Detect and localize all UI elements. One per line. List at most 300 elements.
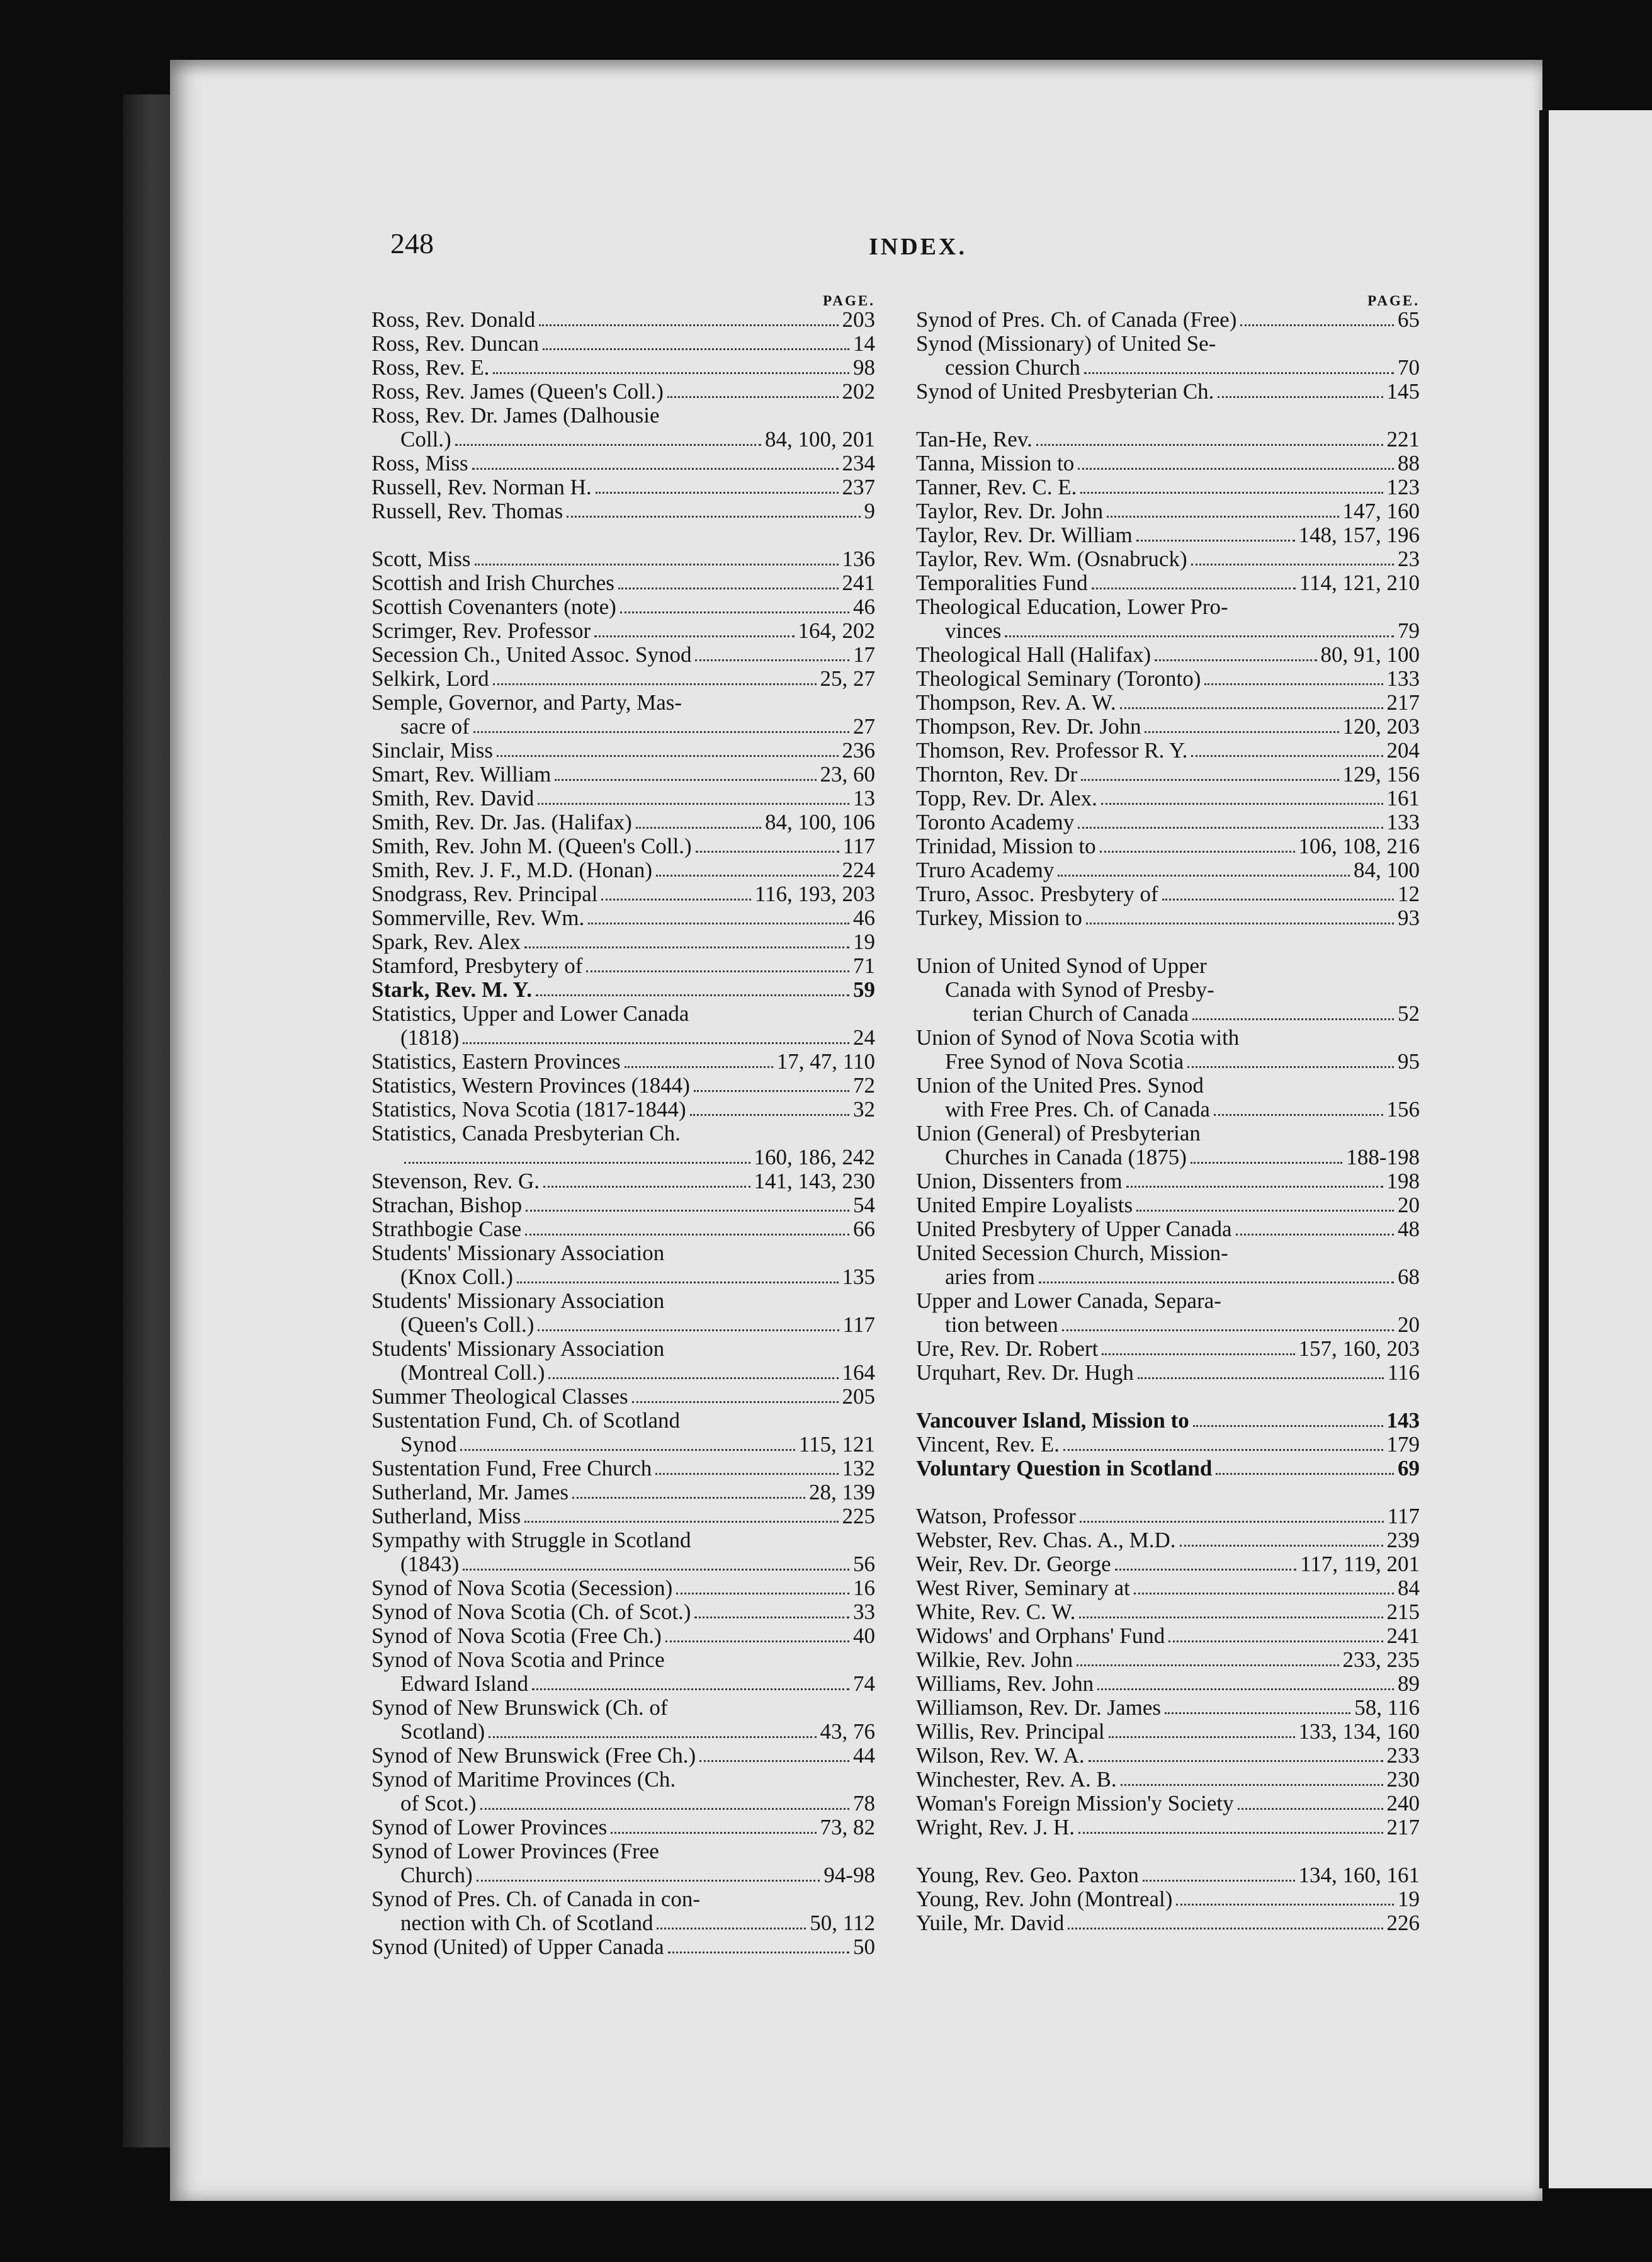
entry-name: Sommerville, Rev. Wm. — [371, 906, 585, 930]
index-column-right — [916, 293, 1420, 1935]
entry-name: Synod of United Presbyterian Ch. — [916, 379, 1214, 404]
index-entry — [371, 595, 875, 619]
entry-name: Synod of Nova Scotia (Ch. of Scot.) — [371, 1600, 691, 1624]
index-entry — [916, 475, 1420, 499]
entry-name: White, Rev. C. W. — [916, 1600, 1076, 1624]
entry-pages: 93 — [1398, 906, 1420, 930]
entry-name: Smith, Rev. Dr. Jas. (Halifax) — [371, 810, 632, 834]
leader-dots — [1162, 899, 1394, 901]
entry-pages: 145 — [1386, 379, 1420, 404]
leader-dots — [656, 875, 838, 877]
leader-dots — [1204, 683, 1383, 685]
entry-name: Tan-He, Rev. — [916, 427, 1032, 452]
leader-dots — [618, 588, 839, 589]
entry-name: Tanna, Mission to — [916, 451, 1075, 475]
section-gap — [916, 1385, 1420, 1409]
leader-dots — [525, 1234, 849, 1236]
index-entry — [371, 1385, 875, 1409]
entry-pages: 123 — [1386, 475, 1420, 499]
entry-name: Urquhart, Rev. Dr. Hugh — [916, 1360, 1134, 1385]
entry-pages: 46 — [853, 906, 875, 930]
entry-name: United Empire Loyalists — [916, 1193, 1133, 1217]
entry-name: Smart, Rev. William — [371, 762, 552, 787]
leader-dots — [1191, 564, 1394, 566]
entry-name: Williamson, Rev. Dr. James — [916, 1695, 1162, 1720]
entry-pages: 156 — [1386, 1097, 1420, 1122]
leader-dots — [668, 1952, 849, 1953]
entry-pages: 202 — [842, 379, 875, 404]
entry-name: Trinidad, Mission to — [916, 834, 1096, 858]
index-entry — [916, 571, 1420, 595]
leader-dots — [657, 1928, 806, 1930]
entry-pages: 71 — [853, 953, 875, 978]
leader-dots — [1102, 1353, 1294, 1355]
entry-pages: 114, 121, 210 — [1299, 571, 1420, 595]
index-entry — [916, 1457, 1420, 1481]
leader-dots — [1092, 588, 1296, 589]
entry-pages: 134, 160, 161 — [1298, 1863, 1420, 1887]
leader-dots — [594, 635, 794, 637]
entry-name: Synod of Lower Provinces (Free — [371, 1839, 659, 1863]
entry-pages: 73, 82 — [820, 1815, 875, 1839]
entry-name: Taylor, Rev. Wm. (Osnabruck) — [916, 547, 1187, 571]
leader-dots — [1078, 1832, 1383, 1834]
entry-name: Scott, Miss — [371, 547, 471, 571]
entry-name: Union, Dissenters from — [916, 1169, 1123, 1193]
index-entry — [916, 332, 1420, 380]
entry-pages: 74 — [853, 1671, 875, 1696]
leader-dots — [497, 755, 838, 757]
index-entry — [371, 787, 875, 810]
entry-name: Thomson, Rev. Professor R. Y. — [916, 738, 1188, 763]
entry-pages: 69 — [1398, 1456, 1420, 1481]
index-entry — [371, 1457, 875, 1481]
index-entry — [371, 1504, 875, 1528]
entry-continuation: Scotland) — [400, 1719, 485, 1744]
index-entry — [916, 906, 1420, 930]
leader-dots — [1063, 1449, 1383, 1451]
index-entry — [371, 619, 875, 643]
entry-name: Willis, Rev. Principal — [916, 1719, 1105, 1744]
leader-dots — [526, 1210, 849, 1212]
entry-name: Selkirk, Lord — [371, 666, 489, 691]
leader-dots — [1134, 1593, 1394, 1594]
entry-name: Ross, Rev. Duncan — [371, 331, 540, 356]
leader-dots — [620, 611, 849, 613]
entry-name: Statistics, Eastern Provinces — [371, 1049, 621, 1074]
entry-pages: 234 — [842, 451, 875, 475]
entry-pages: 17 — [853, 642, 875, 667]
entry-pages: 179 — [1386, 1432, 1420, 1457]
index-entry — [371, 308, 875, 332]
leader-dots — [555, 779, 816, 781]
index-entry — [371, 643, 875, 667]
leader-dots — [1192, 1018, 1394, 1020]
entry-continuation: cession Church — [945, 355, 1080, 380]
leader-dots — [472, 468, 839, 470]
leader-dots — [690, 1114, 849, 1116]
leader-dots — [463, 1042, 849, 1044]
entry-pages: 237 — [842, 475, 875, 499]
entry-name: Smith, Rev. John M. (Queen's Coll.) — [371, 834, 692, 858]
leader-dots — [538, 803, 849, 805]
entry-pages: 32 — [853, 1097, 875, 1122]
entry-name: Tanner, Rev. C. E. — [916, 475, 1077, 499]
index-entry — [916, 858, 1420, 882]
leader-dots — [1101, 803, 1383, 805]
leader-dots — [567, 516, 860, 518]
entry-name: Statistics, Upper and Lower Canada — [371, 1001, 689, 1026]
leader-dots — [1138, 1377, 1384, 1379]
index-entry — [371, 547, 875, 571]
entry-name: Vincent, Rev. E. — [916, 1432, 1060, 1457]
index-entry — [916, 380, 1420, 404]
entry-pages: 115, 121 — [798, 1432, 875, 1457]
entry-name: Truro, Assoc. Presbytery of — [916, 882, 1158, 906]
index-entry — [916, 523, 1420, 547]
index-entry — [916, 428, 1420, 452]
index-entry — [916, 1648, 1420, 1672]
leader-dots — [625, 1066, 773, 1068]
leader-dots — [1155, 659, 1316, 661]
page-number: 248 — [390, 227, 434, 259]
entry-name: Union (General) of Presbyterian — [916, 1121, 1201, 1145]
index-entry — [371, 1744, 875, 1768]
index-entry — [916, 1409, 1420, 1433]
entry-continuation: terian Church of Canada — [973, 1001, 1189, 1026]
entry-name: Sutherland, Miss — [371, 1504, 521, 1528]
page-gutter — [1539, 110, 1549, 2188]
index-entry — [371, 906, 875, 930]
entry-name: West River, Seminary at — [916, 1576, 1130, 1600]
entry-name: Winchester, Rev. A. B. — [916, 1767, 1117, 1792]
entry-pages: 160, 186, 242 — [754, 1145, 875, 1169]
entry-pages: 133 — [1386, 810, 1420, 834]
entry-pages: 116 — [1387, 1360, 1420, 1385]
column-page-label: PAGE. — [823, 293, 875, 309]
entry-name: Weir, Rev. Dr. George — [916, 1552, 1111, 1576]
entry-pages: 117, 119, 201 — [1300, 1552, 1420, 1576]
index-entry — [916, 667, 1420, 691]
entry-pages: 133 — [1386, 666, 1420, 691]
entry-name: Stevenson, Rev. G. — [371, 1169, 540, 1193]
leader-dots — [1143, 1880, 1295, 1882]
leader-dots — [460, 1449, 795, 1451]
index-entry — [371, 1193, 875, 1217]
entry-pages: 20 — [1398, 1312, 1420, 1337]
leader-dots — [1238, 1808, 1383, 1810]
entry-continuation: Synod — [400, 1432, 457, 1457]
leader-dots — [1168, 1640, 1383, 1642]
leader-dots — [517, 1282, 839, 1283]
entry-name: Voluntary Question in Scotland — [916, 1456, 1213, 1481]
index-entry — [916, 1169, 1420, 1193]
index-entry — [371, 1600, 875, 1624]
entry-pages: 233 — [1386, 1743, 1420, 1768]
entry-pages: 230 — [1386, 1767, 1420, 1792]
index-entry — [371, 1337, 875, 1385]
entry-name: Synod of New Brunswick (Ch. of — [371, 1695, 668, 1720]
leader-dots — [475, 564, 839, 566]
index-entry — [916, 763, 1420, 787]
section-gap — [371, 523, 875, 547]
entry-pages: 164, 202 — [798, 618, 875, 643]
leader-dots — [636, 827, 761, 829]
leader-dots — [601, 899, 750, 901]
entry-pages: 84, 100, 201 — [765, 427, 875, 452]
entry-name: Synod (Missionary) of United Se- — [916, 331, 1216, 356]
index-entry — [916, 1504, 1420, 1528]
entry-pages: 50 — [853, 1935, 875, 1959]
entry-continuation: tion between — [945, 1312, 1058, 1337]
entry-name: United Presbytery of Upper Canada — [916, 1217, 1232, 1241]
leader-dots — [1216, 1473, 1394, 1475]
index-entry — [916, 1624, 1420, 1648]
index-entry — [916, 1337, 1420, 1361]
entry-name: Theological Seminary (Toronto) — [916, 666, 1201, 691]
index-entry — [371, 1935, 875, 1959]
entry-name: Sustentation Fund, Free Church — [371, 1456, 652, 1481]
entry-name: Woman's Foreign Mission'y Society — [916, 1791, 1234, 1816]
index-entry — [371, 1002, 875, 1050]
index-entry — [916, 1217, 1420, 1241]
entry-pages: 66 — [853, 1217, 875, 1241]
entry-name: Students' Missionary Association — [371, 1241, 665, 1265]
entry-name: Sustentation Fund, Ch. of Scotland — [371, 1408, 680, 1433]
entry-pages: 58, 116 — [1354, 1695, 1420, 1720]
entry-pages: 68 — [1398, 1265, 1420, 1289]
entry-name: Temporalities Fund — [916, 571, 1088, 595]
entry-pages: 33 — [853, 1600, 875, 1624]
entry-pages: 23, 60 — [820, 762, 875, 787]
index-entry — [371, 332, 875, 356]
leader-dots — [611, 1832, 816, 1834]
index-column-left — [371, 293, 875, 1959]
entry-pages: 164 — [842, 1360, 875, 1385]
leader-dots — [1068, 1928, 1383, 1930]
leader-dots — [1126, 1186, 1383, 1188]
entry-pages: 59 — [853, 977, 875, 1002]
entry-name: Scottish Covenanters (note) — [371, 594, 616, 619]
entry-name: United Secession Church, Mission- — [916, 1241, 1228, 1265]
leader-dots — [536, 994, 849, 996]
leader-dots — [695, 659, 849, 661]
leader-dots — [1107, 516, 1338, 518]
leader-dots — [632, 1401, 839, 1403]
leader-dots — [1136, 540, 1295, 542]
entry-pages: 19 — [1398, 1887, 1420, 1911]
leader-dots — [588, 923, 849, 924]
entry-continuation: Canada with Synod of Presby- — [945, 977, 1214, 1002]
leader-dots — [548, 1377, 838, 1379]
entry-pages: 188-198 — [1346, 1145, 1420, 1169]
entry-pages: 23 — [1398, 547, 1420, 571]
entry-name: Taylor, Rev. Dr. William — [916, 523, 1133, 547]
entry-pages: 132 — [842, 1456, 875, 1481]
entry-pages: 198 — [1386, 1169, 1420, 1193]
entry-name: Stark, Rev. M. Y. — [371, 977, 533, 1002]
index-entry — [916, 1863, 1420, 1887]
index-entry — [371, 691, 875, 739]
section-gap — [916, 1481, 1420, 1504]
leader-dots — [455, 444, 761, 446]
leader-dots — [404, 1162, 750, 1164]
index-entry — [916, 1600, 1420, 1624]
entry-pages: 19 — [853, 929, 875, 954]
leader-dots — [1080, 492, 1383, 494]
leader-dots — [532, 1688, 849, 1690]
entry-pages: 106, 108, 216 — [1298, 834, 1420, 858]
entry-name: Ross, Rev. E. — [371, 355, 490, 380]
entry-name: Smith, Rev. David — [371, 786, 535, 810]
entry-name: Strathbogie Case — [371, 1217, 522, 1241]
entry-name: Sinclair, Miss — [371, 738, 494, 763]
entry-continuation: aries from — [945, 1265, 1035, 1289]
leader-dots — [586, 970, 849, 972]
entry-pages: 70 — [1398, 355, 1420, 380]
index-entry — [916, 834, 1420, 858]
entry-name: Summer Theological Classes — [371, 1384, 628, 1409]
entry-name: Scottish and Irish Churches — [371, 571, 614, 595]
entry-pages: 157, 160, 203 — [1298, 1336, 1420, 1361]
index-entry — [916, 595, 1420, 643]
entry-name: Yuile, Mr. David — [916, 1911, 1065, 1935]
leader-dots — [524, 1521, 838, 1523]
entry-continuation: (1818) — [400, 1025, 460, 1050]
entry-name: Ross, Rev. Donald — [371, 307, 536, 332]
leader-dots — [543, 348, 849, 350]
index-entry — [916, 1361, 1420, 1385]
index-entry — [371, 1481, 875, 1504]
entry-name: Scrimger, Rev. Professor — [371, 618, 591, 643]
entry-name: Synod of Nova Scotia and Prince — [371, 1647, 665, 1672]
entry-name: Toronto Academy — [916, 810, 1075, 834]
entry-name: Synod of Maritime Provinces (Ch. — [371, 1767, 676, 1792]
index-entry — [916, 787, 1420, 810]
index-entry — [916, 882, 1420, 906]
entry-pages: 120, 203 — [1342, 714, 1420, 739]
entry-name: Theological Hall (Halifax) — [916, 642, 1151, 667]
leader-dots — [1036, 444, 1383, 446]
entry-continuation: of Scot.) — [400, 1791, 477, 1816]
leader-dots — [1109, 1736, 1295, 1738]
entry-name: Widows' and Orphans' Fund — [916, 1623, 1165, 1648]
leader-dots — [676, 1593, 849, 1594]
index-entry — [916, 1241, 1420, 1289]
leader-dots — [1100, 851, 1295, 853]
index-entry — [916, 1816, 1420, 1839]
entry-pages: 217 — [1386, 690, 1420, 715]
leader-dots — [539, 324, 838, 326]
entry-pages: 48 — [1398, 1217, 1420, 1241]
index-entry — [371, 930, 875, 954]
entry-pages: 13 — [853, 786, 875, 810]
entry-pages: 161 — [1386, 786, 1420, 810]
index-entry — [371, 1528, 875, 1576]
entry-continuation: nection with Ch. of Scotland — [400, 1911, 653, 1935]
entry-pages: 20 — [1398, 1193, 1420, 1217]
entry-continuation: (Queen's Coll.) — [400, 1312, 535, 1337]
index-entry — [916, 1433, 1420, 1457]
entry-pages: 141, 143, 230 — [754, 1169, 875, 1193]
index-entry — [371, 1887, 875, 1935]
facing-page-edge — [1549, 110, 1652, 2188]
entry-pages: 236 — [842, 738, 875, 763]
entry-name: Wilson, Rev. W. A. — [916, 1743, 1085, 1768]
index-entry — [371, 739, 875, 763]
leader-dots — [694, 1090, 849, 1092]
entry-pages: 72 — [853, 1073, 875, 1098]
entry-pages: 205 — [842, 1384, 875, 1409]
entry-pages: 27 — [853, 714, 875, 739]
index-entry — [371, 452, 875, 475]
entry-pages: 14 — [853, 331, 875, 356]
leader-dots — [572, 1497, 805, 1499]
entry-name: Semple, Governor, and Party, Mas- — [371, 690, 682, 715]
leader-dots — [1039, 1282, 1394, 1283]
entry-pages: 117 — [842, 834, 875, 858]
leader-dots — [1080, 1521, 1384, 1523]
index-entry — [371, 810, 875, 834]
entry-name: Students' Missionary Association — [371, 1288, 665, 1313]
entry-name: Webster, Rev. Chas. A., M.D. — [916, 1528, 1176, 1552]
entry-continuation: Free Synod of Nova Scotia — [945, 1049, 1184, 1074]
entry-continuation: with Free Pres. Ch. of Canada — [945, 1097, 1210, 1122]
index-entry — [371, 1409, 875, 1457]
index-entry — [371, 475, 875, 499]
entry-pages: 239 — [1386, 1528, 1420, 1552]
page-title: INDEX. — [869, 234, 967, 260]
index-entry — [916, 1122, 1420, 1169]
entry-pages: 84, 100 — [1354, 858, 1420, 882]
index-entry — [916, 715, 1420, 739]
entry-name: Thompson, Rev. A. W. — [916, 690, 1116, 715]
leader-dots — [463, 1569, 849, 1571]
index-entry — [916, 1744, 1420, 1768]
entry-name: Taylor, Rev. Dr. John — [916, 499, 1104, 523]
index-entry — [916, 954, 1420, 1026]
entry-pages: 65 — [1398, 307, 1420, 332]
index-entry — [916, 1552, 1420, 1576]
entry-pages: 95 — [1398, 1049, 1420, 1074]
entry-pages: 28, 139 — [809, 1480, 875, 1504]
entry-pages: 203 — [842, 307, 875, 332]
leader-dots — [1193, 1425, 1383, 1427]
entry-pages: 17, 47, 110 — [776, 1049, 875, 1074]
entry-continuation: Edward Island — [400, 1671, 529, 1696]
index-entry — [371, 954, 875, 978]
entry-pages: 12 — [1398, 882, 1420, 906]
entry-pages: 44 — [853, 1743, 875, 1768]
entry-name: Ross, Rev. Dr. James (Dalhousie — [371, 403, 660, 428]
entry-name: Spark, Rev. Alex — [371, 929, 521, 954]
entry-pages: 88 — [1398, 451, 1420, 475]
entry-pages: 204 — [1386, 738, 1420, 763]
index-entry — [916, 499, 1420, 523]
entry-continuation: Church) — [400, 1863, 473, 1887]
entry-name: Snodgrass, Rev. Principal — [371, 882, 598, 906]
column-page-label: PAGE. — [1367, 293, 1420, 309]
leader-dots — [477, 1880, 820, 1882]
leader-dots — [1187, 1066, 1394, 1068]
entry-pages: 215 — [1386, 1600, 1420, 1624]
section-gap — [916, 930, 1420, 954]
leader-dots — [1191, 1162, 1342, 1164]
entry-pages: 117 — [1387, 1504, 1420, 1528]
leader-dots — [1005, 635, 1394, 637]
index-entry — [371, 1169, 875, 1193]
entry-pages: 135 — [842, 1265, 875, 1289]
